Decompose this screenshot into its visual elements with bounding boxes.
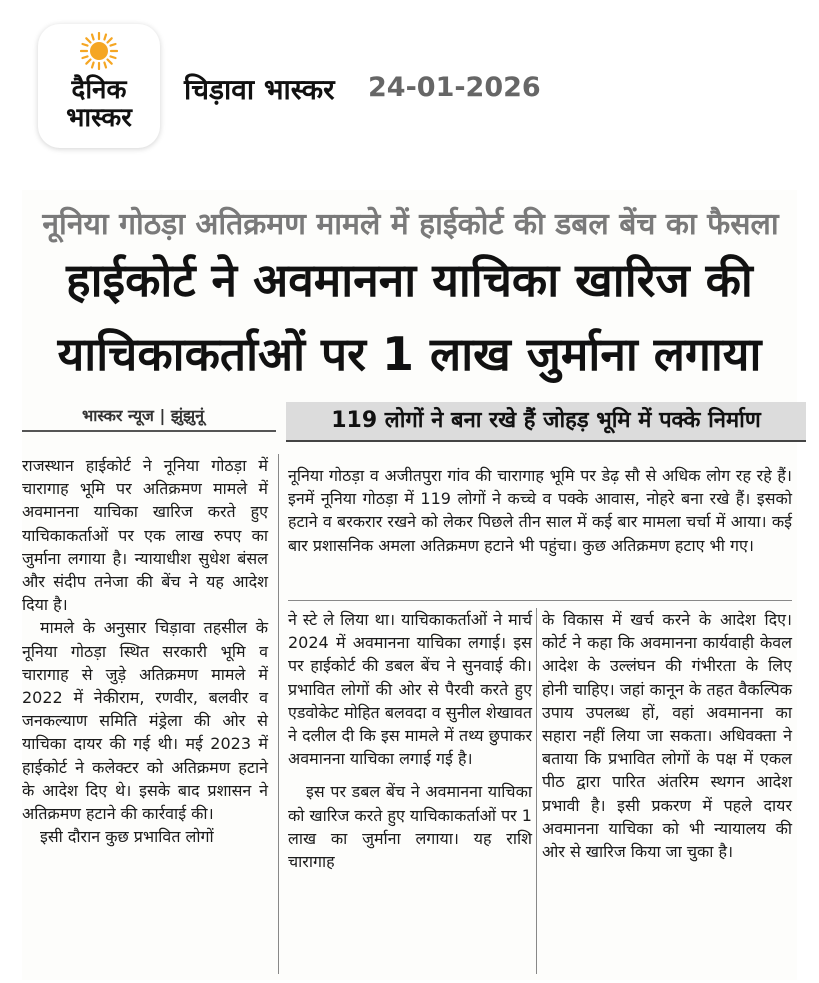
- column-1-paragraph-2: मामले के अनुसार चिड़ावा तहसील के नूनिया गोठड़ा स्थित सरकारी भूमि व चारागाह से जुड़े अतिक्रमण मामले में 2022 में नेकीराम, रणवीर, बलवीर व जनकल्याण समिति मंड्रेला की ओर से याचिका दायर की गई थी। मई 2023 में हाईकोर्ट ने कलेक्टर को अतिक्रमण हटाने के आदेश दिए थे। इसके बाद प्रशासन ने अतिक्रमण हटाने की कार्रवाई की।: [22, 618, 268, 824]
- article-kicker: नूनिया गोठड़ा अतिक्रमण मामले में हाईकोर्ट की डबल बेंच का फैसला: [42, 207, 779, 242]
- column-divider-2: [536, 608, 537, 974]
- edition-date: 24-01-2026: [368, 72, 541, 103]
- column-2-paragraph-2: इस पर डबल बेंच ने अवमानना याचिका को खारिज करते हुए याचिकाकर्ताओं पर 1 लाख का जुर्माना लगाया। यह राशि चारागाह: [288, 782, 532, 872]
- headline-line-2: याचिकाकर्ताओं पर 1 लाख जुर्माना लगाया: [57, 327, 762, 381]
- app-header: [0, 0, 819, 170]
- edition-name: चिड़ावा भास्कर: [184, 73, 335, 106]
- headline-line-1: हाईकोर्ट ने अवमानना याचिका खारिज की: [66, 253, 753, 307]
- dainik-bhaskar-logo[interactable]: [38, 24, 160, 148]
- intro-paragraph: नूनिया गोठड़ा व अजीतपुरा गांव की चारागाह भूमि पर डेढ़ सौ से अधिक लोग रह रहे हैं। इनमें नूनिया गोठड़ा में 119 लोगों ने कच्चे व पक्के आवास, नोहरे बना रखे हैं। इसको हटाने व बरकरार रखने को लेकर पिछले तीन साल में कई बार मामला चर्चा में आया। कई बार प्रशासनिक अमला अतिक्रमण हटाने भी पहुंचा। कुछ अतिक्रमण हटाए भी गए।: [288, 466, 792, 555]
- intro-divider: [288, 600, 792, 601]
- column-2: [288, 608, 532, 873]
- byline: भास्कर न्यूज | झुंझुनूं: [82, 406, 204, 425]
- sun-icon: [80, 32, 118, 70]
- column-1: [22, 454, 268, 848]
- news-clipping: [22, 190, 797, 980]
- column-divider-1: [278, 454, 279, 974]
- column-1-paragraph-1: राजस्थान हाईकोर्ट ने नूनिया गोठड़ा में चारागाह भूमि पर अतिक्रमण मामले में अवमानना याचिका खारिज करते हुए याचिकाकर्ताओं पर एक लाख रुपए का जुर्माना लगाया है। न्यायाधीश सुधेश बंसल और संदीप तनेजा की बेंच ने यह आदेश दिया है।: [22, 456, 268, 615]
- column-2-paragraph-1: ने स्टे ले लिया था। याचिकाकर्ताओं ने मार्च 2024 में अवमानना याचिका लगाई। इस पर हाईकोर्ट की डबल बेंच ने सुनवाई की। प्रभावित लोगों की ओर से पैरवी करते हुए एडवोकेट मोहित बलवदा व सुनील शेखावत ने दलील दी कि इस मामले में तथ्य छुपाकर अवमानना याचिका लगाई गई है।: [288, 610, 532, 769]
- byline-divider: [22, 430, 276, 432]
- logo-text-dainik: दैनिक: [71, 75, 127, 105]
- column-1-paragraph-3: इसी दौरान कुछ प्रभावित लोगों: [40, 827, 214, 847]
- logo-text-bhaskar: भास्कर: [66, 103, 132, 133]
- column-3: के विकास में खर्च करने के आदेश दिए। कोर्ट ने कहा कि अवमानना कार्यवाही केवल आदेश के उल्लंघन की गंभीरता के लिए होनी चाहिए। जहां कानून के तहत वैकल्पिक उपाय उपलब्ध हों, वहां अवमानना का सहारा नहीं लिया जा सकता। अधिवक्ता ने बताया कि प्रभावित लोगों के पक्ष में एकल पीठ द्वारा पारित अंतरिम स्थगन आदेश प्रभावी है। इसी प्रकरण में पहले दायर अवमानना याचिका को भी न्यायालय की ओर से खारिज किया जा चुका है।: [542, 610, 792, 862]
- subheadline-box: 119 लोगों ने बना रखे हैं जोहड़ भूमि में पक्के निर्माण: [286, 402, 806, 442]
